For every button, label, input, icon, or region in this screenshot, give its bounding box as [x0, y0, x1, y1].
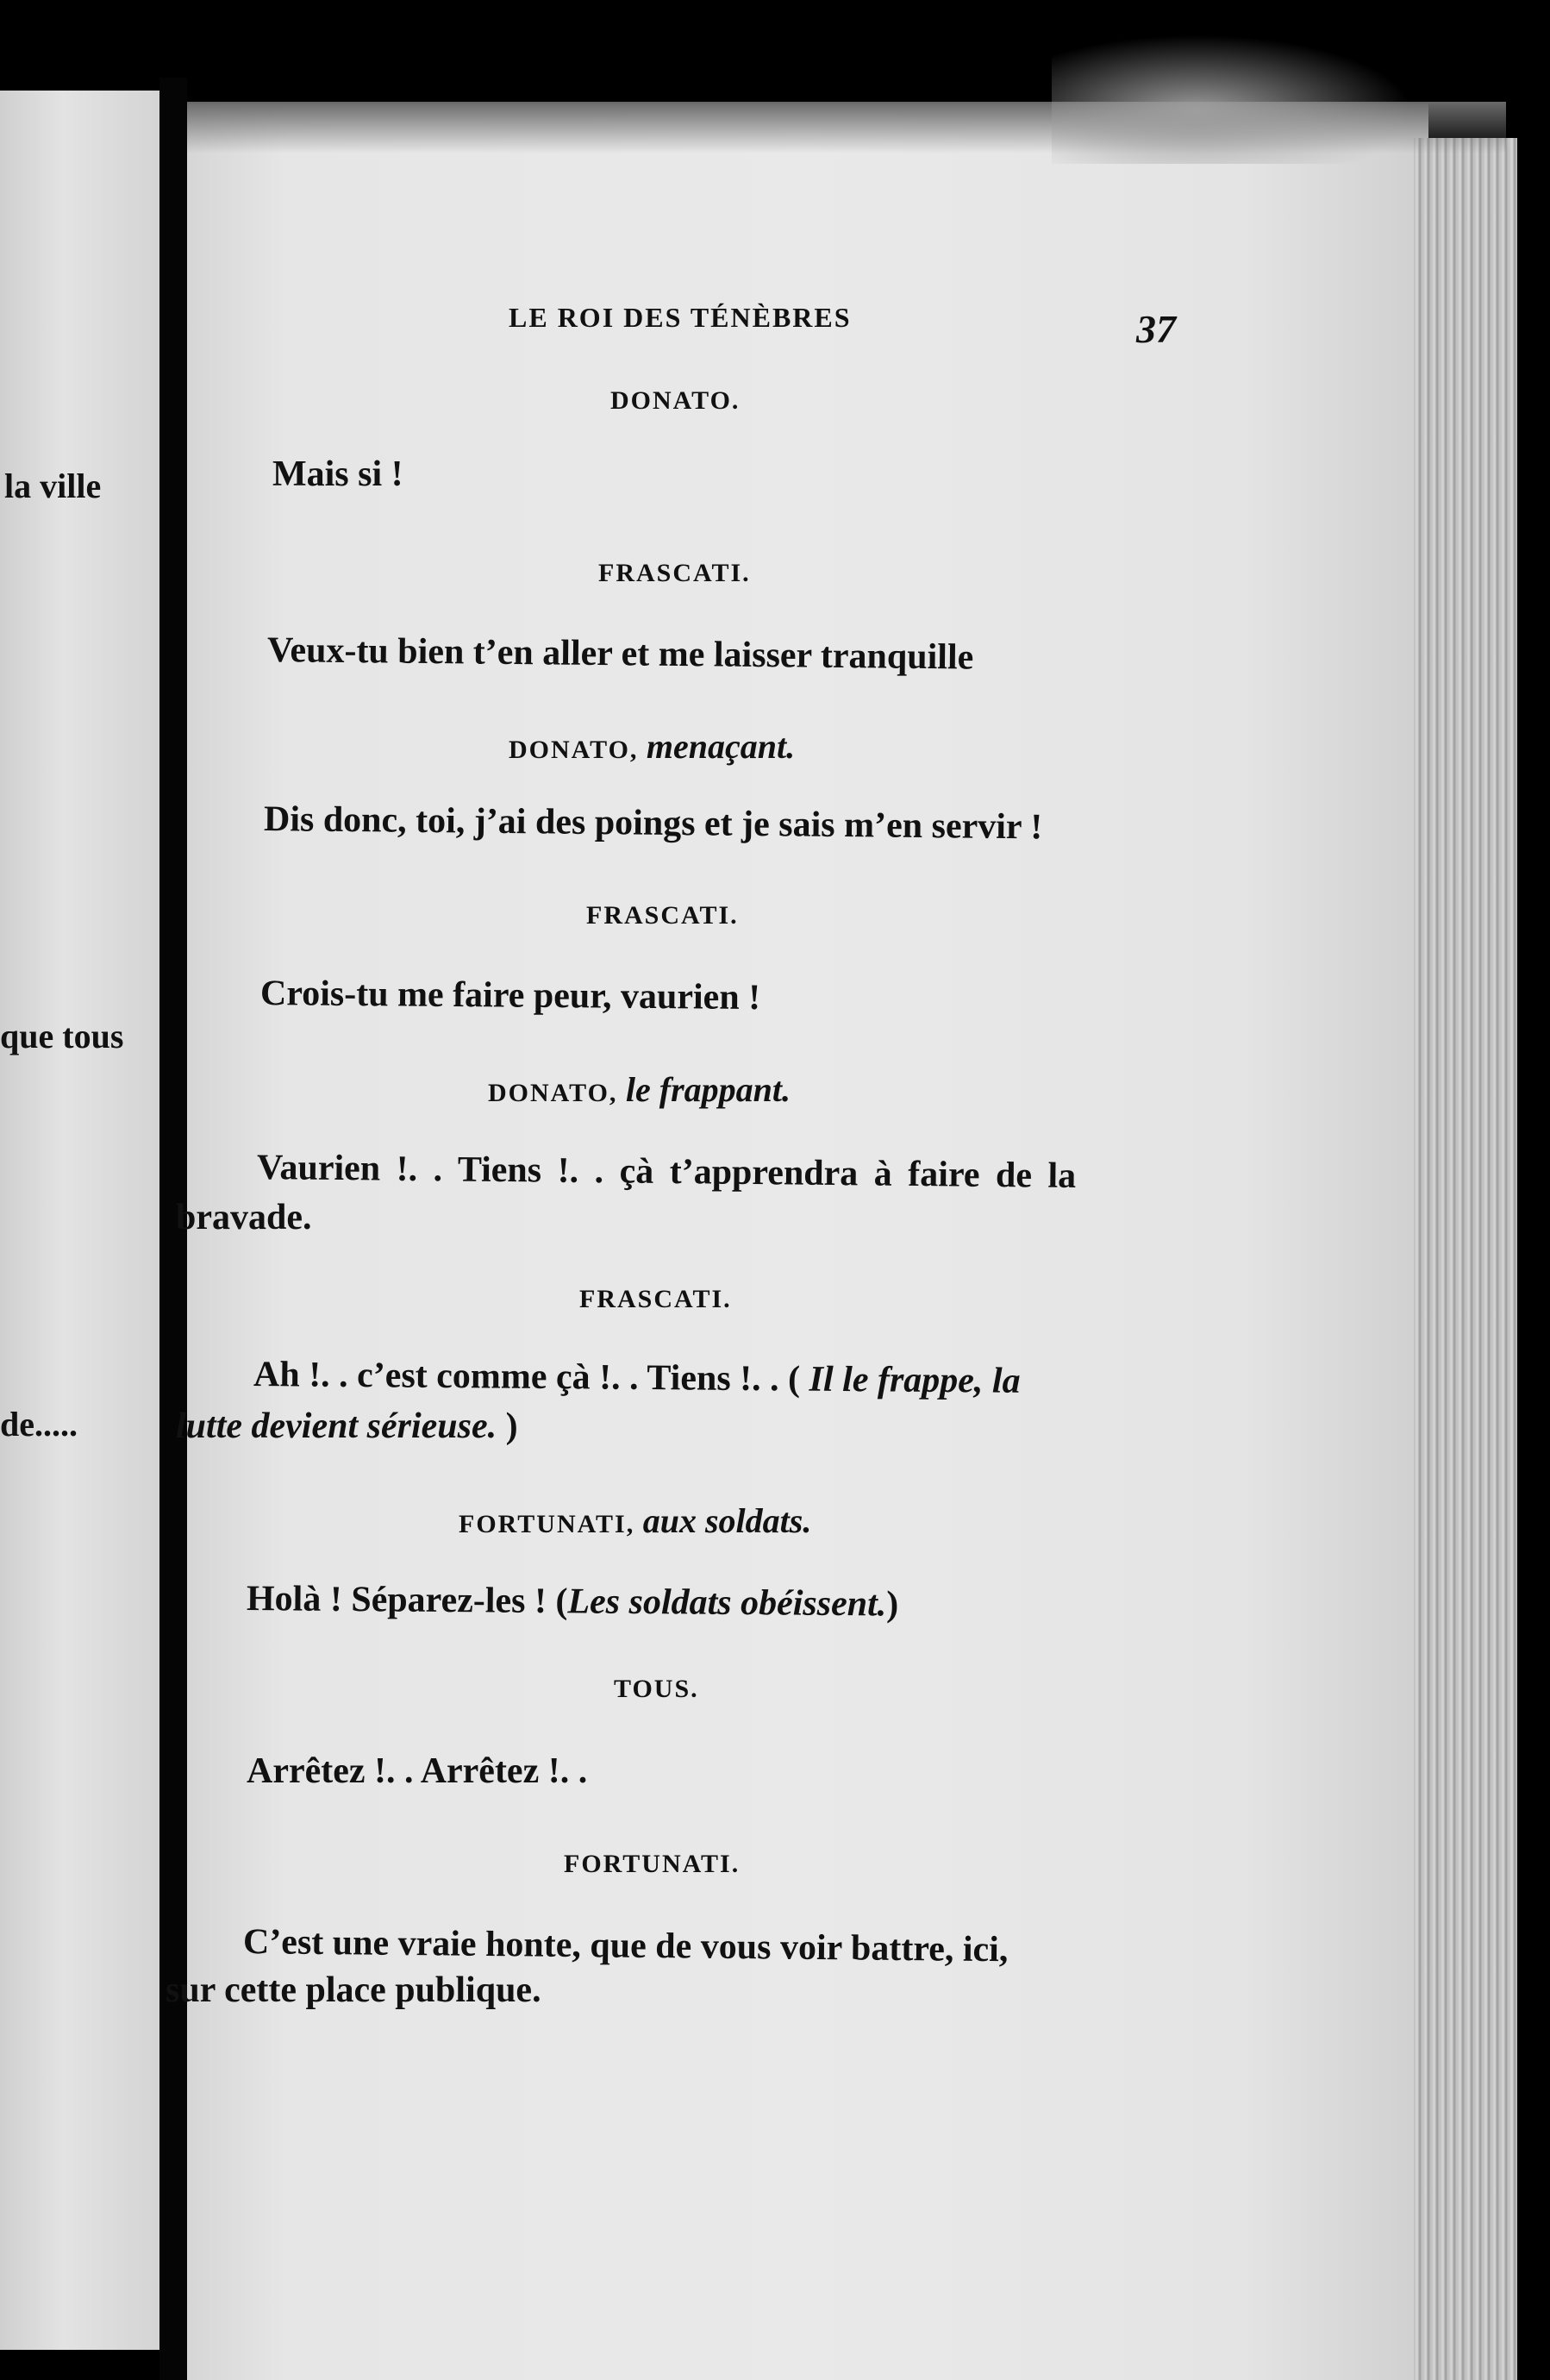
dialogue-line: Dis donc, toi, j’ai des poings et je sais m’en servir ! — [263, 799, 1043, 848]
dialogue-line — [247, 1578, 899, 1625]
speaker-name — [579, 1285, 732, 1314]
speaker-name — [509, 726, 795, 767]
dialogue-line: Mais si ! — [272, 454, 403, 494]
page-corner-shadow — [1052, 34, 1414, 164]
running-title: LE ROI DES TÉNÈBRES — [509, 302, 852, 333]
speaker-name — [610, 386, 740, 416]
dialogue-line: C’est une vraie honte, que de vous voir battre, ici, — [242, 1922, 1009, 1970]
speaker-label: FORTUNATI. — [564, 1850, 741, 1878]
speaker-name — [564, 1850, 740, 1879]
closing-paren: ) — [505, 1406, 518, 1446]
speaker-label: FORTUNATI, — [459, 1510, 635, 1538]
speaker-label: FRASCATI. — [586, 901, 739, 930]
speaker-name — [586, 901, 739, 930]
stage-direction: aux soldats. — [642, 1501, 812, 1540]
left-page-fragment: que tous — [0, 1017, 124, 1055]
dialogue-line: Crois-tu me faire peur, vaurien ! — [259, 974, 761, 1018]
spoken-text: Holà ! Séparez-les ! ( — [246, 1579, 568, 1622]
stage-direction: Les soldats obéissent. — [567, 1581, 887, 1625]
stage-direction: Il le frappe, la — [809, 1359, 1021, 1401]
spoken-text: Ah !. . c’est comme çà !. . Tiens !. . ( — [253, 1355, 801, 1400]
left-facing-page — [0, 91, 159, 2350]
dialogue-line-continuation: bravade. — [176, 1198, 312, 1237]
speaker-label: TOUS. — [614, 1675, 699, 1703]
left-page-fragment: de..... — [0, 1405, 78, 1444]
stage-direction: menaçant. — [646, 727, 796, 766]
dialogue-line: Veux-tu bien t’en aller et me laisser tranquille — [266, 630, 974, 678]
left-page-fragment: la ville — [4, 467, 102, 505]
page-number: 37 — [1136, 307, 1176, 351]
speaker-label: DONATO. — [610, 386, 741, 415]
closing-paren: ) — [886, 1584, 899, 1625]
speaker-name — [598, 559, 751, 588]
dialogue-line-continuation — [176, 1406, 518, 1447]
speaker-name — [614, 1675, 699, 1704]
dialogue-line-continuation: sur cette place publique. — [166, 1970, 541, 2010]
speaker-label: FRASCATI. — [598, 559, 751, 587]
speaker-label: DONATO, — [509, 736, 639, 764]
speaker-label: DONATO, — [488, 1079, 618, 1107]
speaker-label: FRASCATI. — [579, 1285, 732, 1313]
dialogue-line: Arrêtez !. . Arrêtez !. . — [247, 1751, 588, 1791]
dialogue-line — [253, 1354, 1021, 1402]
stage-direction: lutte devient sérieuse. — [176, 1406, 497, 1446]
speaker-name — [459, 1500, 811, 1541]
right-page — [187, 103, 1428, 2380]
page-edges — [1414, 138, 1517, 2380]
dialogue-line: Vaurien !. . Tiens !. . çà t’apprendra à faire de la — [256, 1148, 1077, 1196]
stage-direction: le frappant. — [625, 1070, 791, 1109]
speaker-name — [488, 1069, 791, 1110]
